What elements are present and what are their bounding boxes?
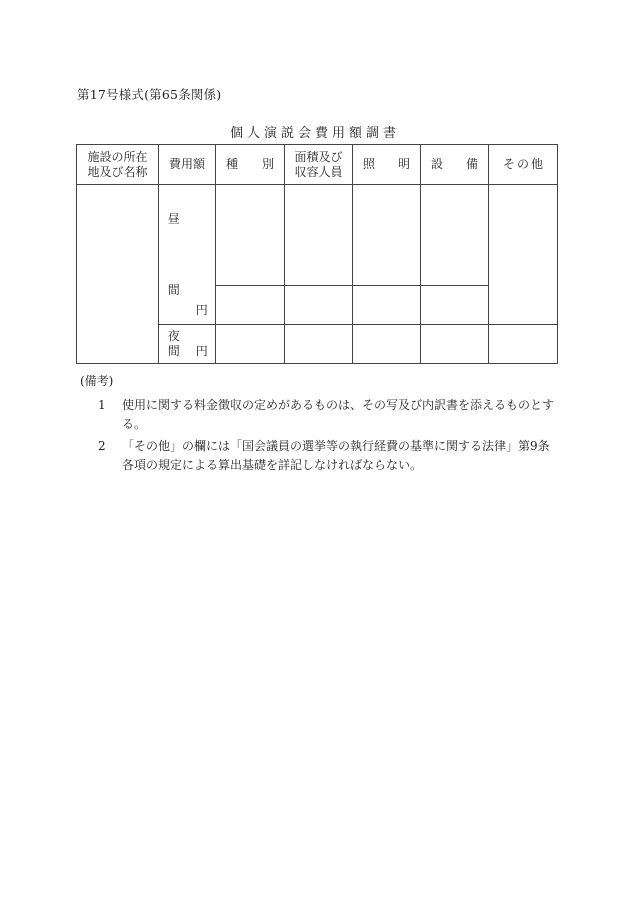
form-number: 第17号様式(第65条関係): [77, 87, 222, 102]
header-other: [489, 145, 558, 185]
daytime-type-lower: [216, 286, 285, 325]
daytime-char-2: 間: [167, 283, 180, 297]
daytime-yen-cell: [189, 185, 216, 325]
header-area-line1: 面積及び: [294, 149, 343, 164]
daytime-equipment-upper: [421, 185, 489, 286]
header-equipment-label: 設 備: [431, 157, 479, 171]
header-type-label: 種 別: [226, 157, 275, 171]
nighttime-yen-cell: [189, 325, 216, 364]
daytime-area-upper: [285, 185, 353, 286]
header-lighting: [353, 145, 421, 185]
nighttime-char-1: 夜: [167, 329, 180, 343]
header-facility-line1: 施設の所在: [87, 149, 148, 164]
daytime-lighting-lower: [353, 286, 421, 325]
nighttime-equipment: [421, 325, 489, 364]
nighttime-lighting: [353, 325, 421, 364]
nighttime-area: [285, 325, 353, 364]
header-cost: [159, 145, 216, 185]
header-equipment: [421, 145, 489, 185]
nighttime-yen: 円: [195, 344, 208, 358]
header-facility: [77, 145, 159, 185]
daytime-char-1: 昼: [167, 212, 180, 226]
daytime-lighting-upper: [353, 185, 421, 286]
header-area-line2: 収容人員: [294, 164, 343, 179]
nighttime-other: [489, 325, 558, 364]
nighttime-type: [216, 325, 285, 364]
daytime-row-upper: [77, 185, 558, 286]
remark-item-2-number: 2: [98, 439, 106, 453]
header-area: [285, 145, 353, 185]
header-cost-label: 費用額: [169, 157, 206, 171]
remarks-heading: (備考): [80, 374, 114, 388]
daytime-equipment-lower: [421, 286, 489, 325]
remark-item-1: [80, 396, 560, 434]
remark-item-1-text: 使用に関する料金徴収の定めがあるものは、その写及び内訳書を添えるものとする。: [122, 398, 555, 431]
header-row: [77, 145, 558, 185]
header-type: [216, 145, 285, 185]
document-title: 個人演説会費用額調書: [229, 126, 400, 141]
remark-item-1-number: 1: [98, 398, 106, 412]
remark-item-2: [80, 437, 560, 475]
daytime-area-lower: [285, 286, 353, 325]
header-other-label: その他: [503, 157, 544, 171]
daytime-yen: 円: [195, 303, 208, 317]
nighttime-label-cell: [159, 325, 189, 364]
daytime-label-cell: [159, 185, 189, 325]
remarks-section: [80, 372, 560, 475]
facility-cell: [77, 185, 159, 364]
header-lighting-label: 照 明: [363, 157, 411, 171]
remark-item-2-text: 「その他」の欄には「国会議員の選挙等の執行経費の基準に関する法律」第9条各項の規定による算出基礎を詳記しなければならない。: [122, 439, 550, 472]
daytime-type-upper: [216, 185, 285, 286]
header-facility-line2: 地及び名称: [87, 164, 148, 179]
nighttime-char-2: 間: [167, 344, 180, 358]
cost-table: [76, 144, 558, 364]
other-cell-day: [489, 185, 558, 325]
